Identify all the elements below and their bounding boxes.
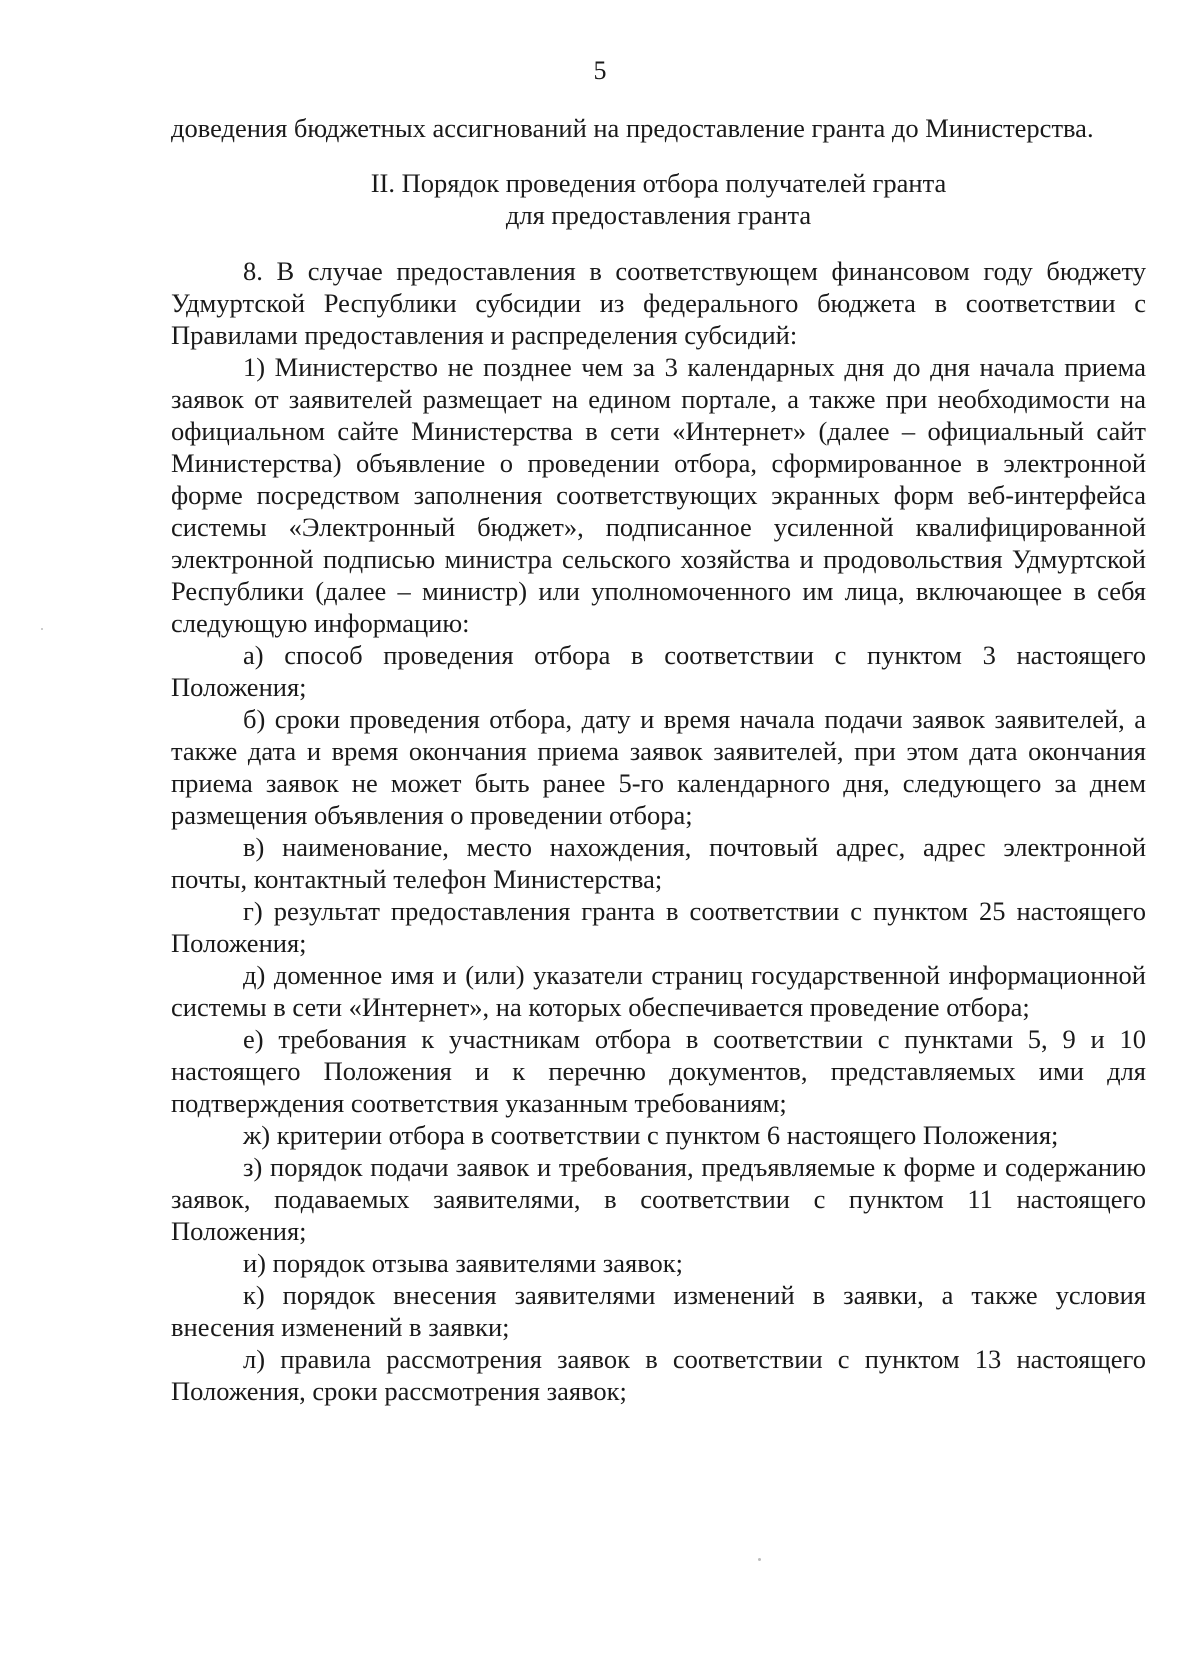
paragraph-8: 8. В случае предоставления в соответствующем финансовом году бюджету Удмуртской Республики субсидии из федерального бюджета в соответствии с Правилами предоставления и распределения субсидий: <box>171 256 1146 350</box>
section-heading-line-2: для предоставления гранта <box>505 200 812 230</box>
list-item-i: и) порядок отзыва заявителями заявок; <box>243 1248 684 1278</box>
list-item-l: л) правила рассмотрения заявок в соответствии с пунктом 13 настоящего Положения, сроки рассмотрения заявок; <box>171 1344 1146 1406</box>
page-number: 5 <box>593 56 607 85</box>
list-item-k: к) порядок внесения заявителями изменений в заявки, а также условия внесения изменений в заявки; <box>171 1280 1146 1342</box>
section-heading-line-1: II. Порядок проведения отбора получателей гранта <box>370 168 947 198</box>
list-item-b: б) сроки проведения отбора, дату и время начала подачи заявок заявителей, а также дата и время окончания приема заявок заявителей, при этом дата окончания приема заявок не может быть ранее 5-го календарного дня, следующего за днем размещения объявления о проведении отбора; <box>171 704 1146 830</box>
scan-speck <box>41 628 43 630</box>
intro-paragraph: доведения бюджетных ассигнований на предоставление гранта до Министерства. <box>171 113 1094 143</box>
section-heading <box>171 167 1146 231</box>
list-item-a: а) способ проведения отбора в соответствии с пунктом 3 настоящего Положения; <box>171 640 1146 702</box>
scan-speck <box>758 1558 761 1561</box>
list-item-e: е) требования к участникам отбора в соответствии с пунктами 5, 9 и 10 настоящего Положения и к перечню документов, представляемых ими для подтверждения соответствия указанным требованиям; <box>171 1024 1146 1118</box>
document-body <box>171 112 1146 1407</box>
subparagraph-1: 1) Министерство не позднее чем за 3 календарных дня до дня начала приема заявок от заявителей размещает на едином портале, а также при необходимости на официальном сайте Министерства в сети «Интернет» (далее – официальный сайт Министерства) объявление о проведении отбора, сформированное в электронной форме посредством заполнения соответствующих экранных форм веб-интерфейса системы «Электронный бюджет», подписанное усиленной квалифицированной электронной подписью министра сельского хозяйства и продовольствия Удмуртской Республики (далее – министр) или уполномоченного им лица, включающее в себя следующую информацию: <box>171 352 1146 638</box>
list-item-z: з) порядок подачи заявок и требования, предъявляемые к форме и содержанию заявок, подаваемых заявителями, в соответствии с пунктом 11 настоящего Положения; <box>171 1152 1146 1246</box>
list-item-d: д) доменное имя и (или) указатели страниц государственной информационной системы в сети «Интернет», на которых обеспечивается проведение отбора; <box>171 960 1146 1022</box>
list-item-g: г) результат предоставления гранта в соответствии с пунктом 25 настоящего Положения; <box>171 896 1146 958</box>
list-item-v: в) наименование, место нахождения, почтовый адрес, адрес электронной почты, контактный телефон Министерства; <box>171 832 1146 894</box>
list-item-zh: ж) критерии отбора в соответствии с пунктом 6 настоящего Положения; <box>243 1120 1059 1150</box>
